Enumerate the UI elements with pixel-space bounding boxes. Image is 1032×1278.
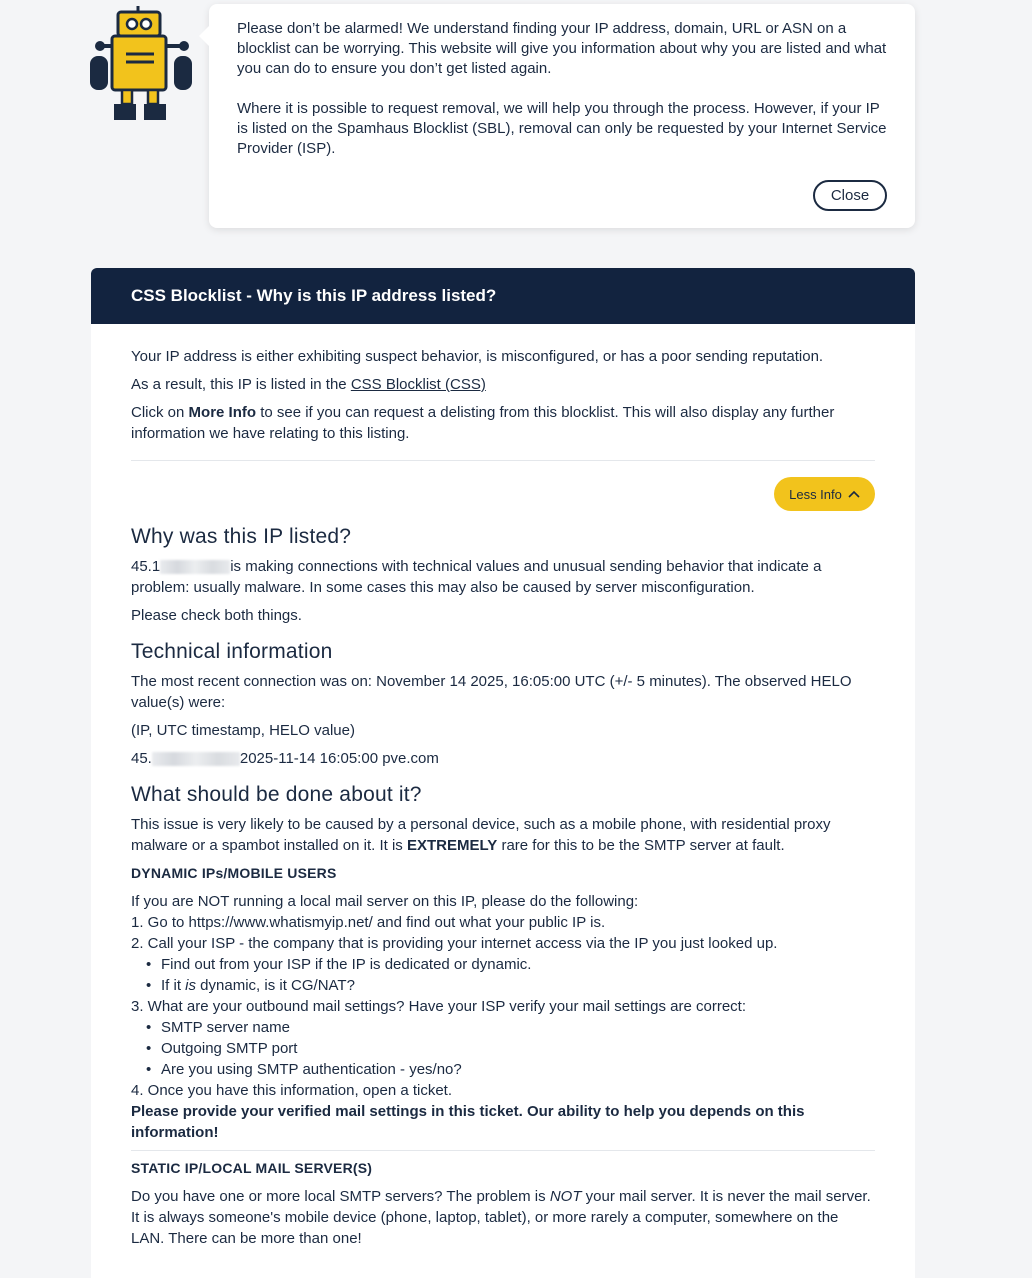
step-1: 1. Go to https://www.whatismyip.net/ and find out what your public IP is. [131, 914, 606, 931]
steps-list [131, 912, 875, 1101]
card-body [91, 324, 915, 1249]
dynamic-intro: If you are NOT running a local mail server on this IP, please do the following: [131, 893, 639, 910]
technical-row-rest: 2025-11-14 16:05:00 pve.com [239, 750, 439, 767]
action-text-bold: EXTREMELY [406, 837, 498, 854]
static-text-suffix: your mail server. It is never the mail server. It is always someone's mobile device (phone, laptop, tablet), or more rarely a computer, somewhere on the LAN. There can be more than one! [131, 1188, 871, 1247]
step-2-bullet-2-prefix: If it [161, 977, 186, 994]
step-2: 2. Call your ISP - the company that is providing your internet access via the IP you just looked up. [131, 935, 778, 952]
technical-row [131, 748, 875, 769]
action-text-suffix: rare for this to be the SMTP server at fault. [497, 837, 785, 854]
blocklist-card [91, 268, 915, 1278]
static-text-prefix: Do you have one or more local SMTP servers? The problem is [131, 1188, 550, 1205]
action-text [131, 814, 875, 856]
less-info-label: Less Info [789, 486, 842, 502]
step-3-bullet-1: • SMTP server name [146, 1017, 875, 1038]
intro-text-3-suffix: to see if you can request a delisting from this blocklist. This will also display any further information we have relating to this listing. [131, 404, 835, 442]
divider [131, 460, 875, 461]
notice-paragraph-2: Where it is possible to request removal, we will help you through the process. However, if your IP is listed on the Spamhaus Blocklist (SBL), removal can only be requested by your Internet Service Provider (ISP). [237, 100, 887, 157]
step-2-bullet-2-suffix: dynamic, is it CG/NAT? [196, 977, 355, 994]
step-2-bullet-2 [146, 975, 875, 996]
divider [131, 1150, 875, 1151]
chevron-up-icon [848, 490, 860, 498]
close-button[interactable]: Close [813, 180, 887, 211]
notice-panel [209, 4, 915, 228]
step-3: 3. What are your outbound mail settings? Have your ISP verify your mail settings are correct: [131, 998, 746, 1015]
why-text [131, 556, 875, 598]
static-text [131, 1186, 875, 1249]
dynamic-heading: DYNAMIC IPs/MOBILE USERS [131, 865, 337, 881]
step-3-bullet-2: • Outgoing SMTP port [146, 1038, 875, 1059]
intro-text-1: Your IP address is either exhibiting suspect behavior, is misconfigured, or has a poor sending reputation. [131, 348, 824, 365]
redacted-ip [160, 560, 230, 574]
css-blocklist-link[interactable]: CSS Blocklist (CSS) [350, 376, 486, 393]
why-heading: Why was this IP listed? [131, 525, 352, 548]
card-title: CSS Blocklist - Why is this IP address listed? [91, 268, 915, 324]
notice-paragraph-1: Please don’t be alarmed! We understand finding your IP address, domain, URL or ASN on a blocklist can be worrying. This website will give you information about why you are listed and what you can do to ensure you don’t get listed again. [237, 20, 887, 77]
step-2-bullet-2-em: is [185, 977, 197, 994]
technical-row-ip-prefix: 45. [131, 750, 152, 767]
action-heading: What should be done about it? [131, 783, 422, 806]
robot-mascot-icon [88, 4, 196, 126]
less-info-button[interactable] [774, 477, 875, 511]
technical-columns: (IP, UTC timestamp, HELO value) [131, 722, 355, 739]
step-4: 4. Once you have this information, open a ticket. [131, 1082, 453, 1099]
technical-recent: The most recent connection was on: November 14 2025, 16:05:00 UTC (+/- 5 minutes). The observed HELO value(s) were: [131, 673, 852, 711]
technical-heading: Technical information [131, 640, 333, 663]
static-heading: STATIC IP/LOCAL MAIL SERVER(S) [131, 1160, 373, 1176]
why-check: Please check both things. [131, 607, 302, 624]
more-info-bold: More Info [188, 404, 257, 421]
ticket-note: Please provide your verified mail settings in this ticket. Our ability to help you depends on this information! [131, 1103, 805, 1141]
redacted-ip-prefix: 45.1 [131, 558, 161, 575]
step-2-bullet-1: • Find out from your ISP if the IP is dedicated or dynamic. [146, 954, 875, 975]
intro-text-3 [131, 402, 875, 444]
step-3-bullet-3: • Are you using SMTP authentication - yes/no? [146, 1059, 875, 1080]
intro-text-2 [131, 374, 875, 395]
action-text-prefix: This issue is very likely to be caused by a personal device, such as a mobile phone, with residential proxy malware or a spambot installed on it. It is [131, 816, 831, 854]
intro-text-2-prefix: As a result, this IP is listed in the [131, 376, 351, 393]
redacted-ip [152, 752, 240, 766]
static-text-em: NOT [549, 1188, 582, 1205]
why-text-body: is making connections with technical values and unusual sending behavior that indicate a problem: usually malware. In some cases this may also be caused by server misconfiguration. [131, 558, 822, 596]
intro-text-3-prefix: Click on [131, 404, 189, 421]
